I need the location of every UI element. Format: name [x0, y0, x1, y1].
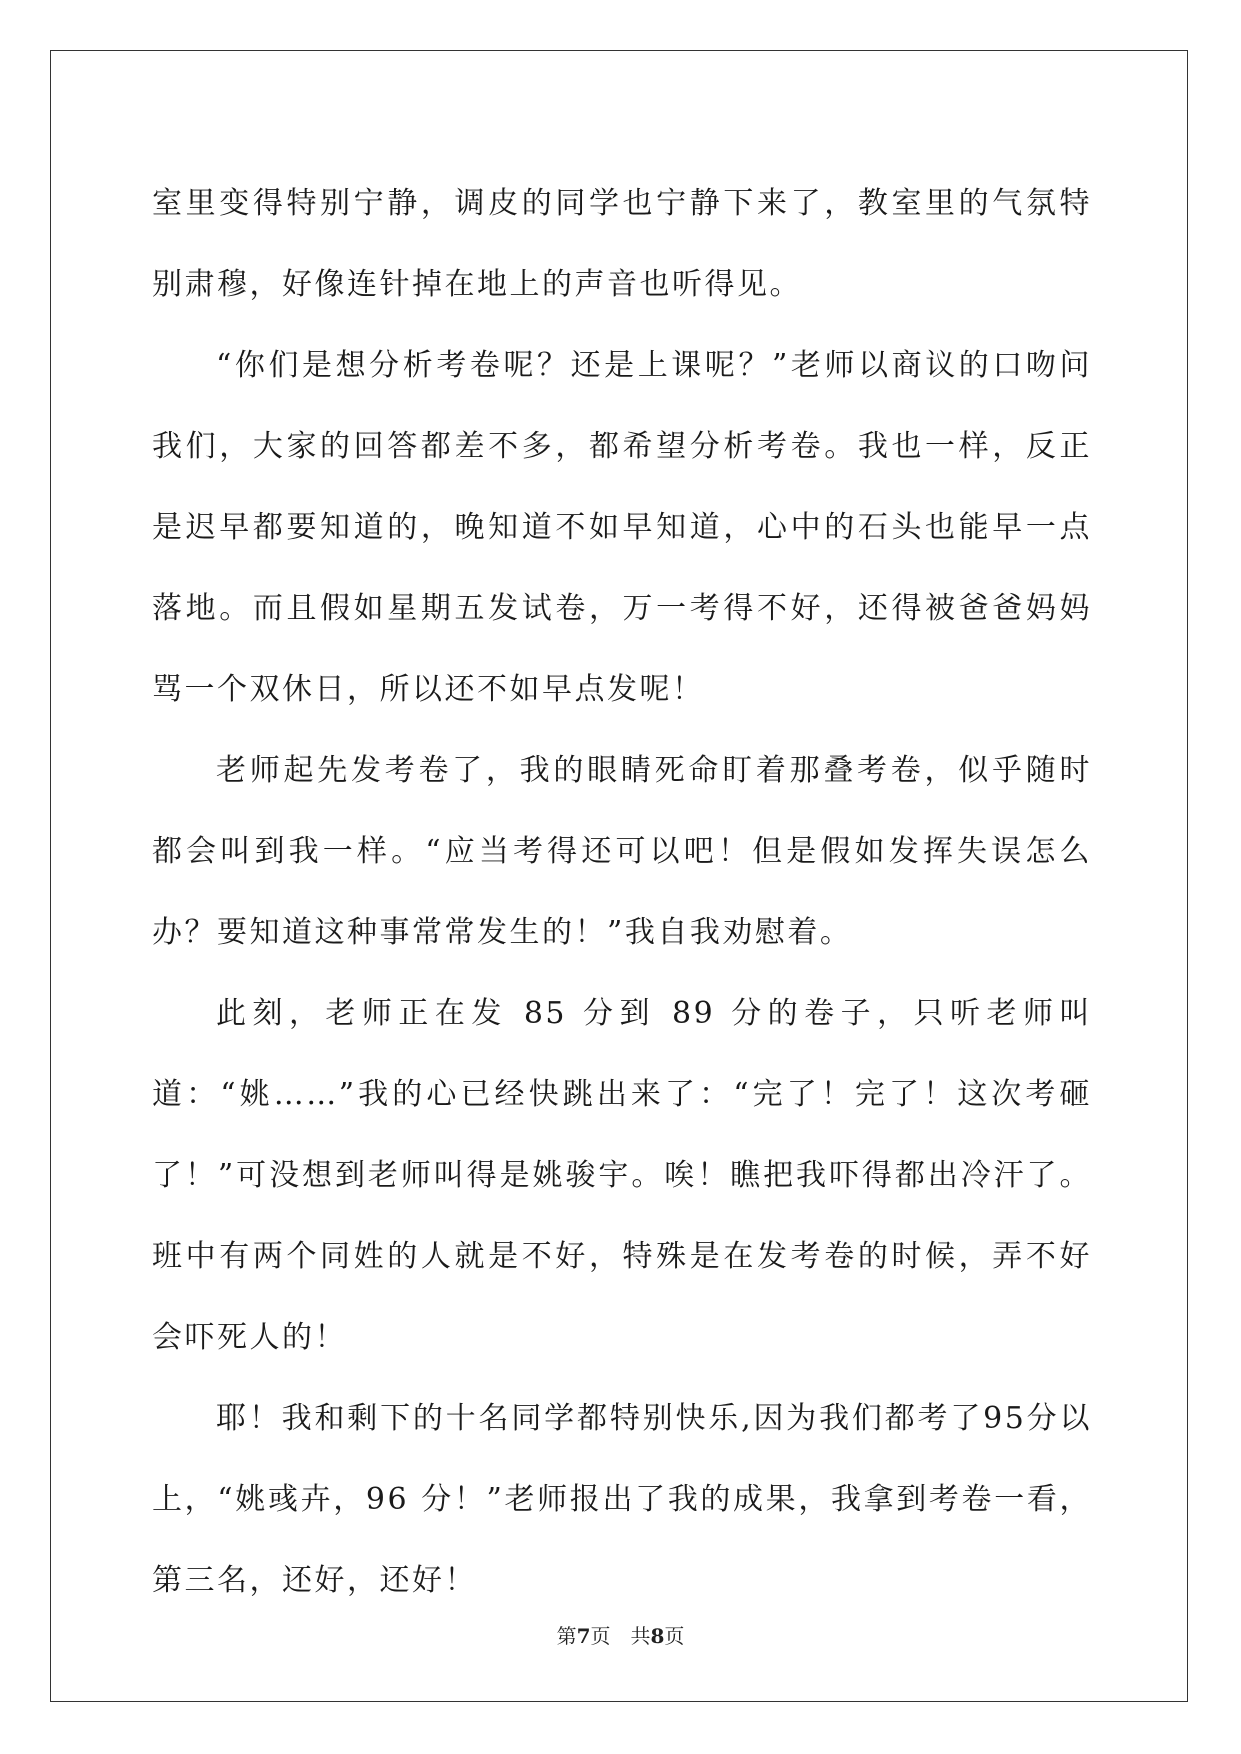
footer-total-prefix: 共: [630, 1624, 651, 1648]
total-page-number: 8: [650, 1624, 665, 1648]
paragraph-5: 耶！我和剩下的十名同学都特别快乐,因为我们都考了95分以上，“姚彧卉，96 分！”老师报出了我的成果，我拿到考卷一看，第三名，还好，还好！: [152, 1401, 1092, 1598]
paragraph-2: “你们是想分析考卷呢？还是上课呢？”老师以商议的口吻问我们，大家的回答都差不多，都希望分析考卷。我也一样，反正是迟早都要知道的，晚知道不如早知道，心中的石头也能早一点落地。而且假如星期五发试卷，万一考得不好，还得被爸爸妈妈骂一个双休日，所以还不如早点发呢！: [152, 348, 1092, 707]
paragraph-4: 此刻，老师正在发 85 分到 89 分的卷子，只听老师叫道：“姚……”我的心已经快跳出来了：“完了！完了！这次考砸了！”可没想到老师叫得是姚骏宇。唉！瞧把我吓得都出冷汗了。班中有两个同姓的人就是不好，特殊是在发考卷的时候，弄不好会吓死人的！: [152, 996, 1092, 1355]
footer-page-word: 页: [590, 1624, 611, 1648]
footer-prefix: 第: [556, 1624, 577, 1648]
footer-total-suffix: 页: [664, 1624, 685, 1648]
paragraph-3: 老师起先发考卷了，我的眼睛死命盯着那叠考卷，似乎随时都会叫到我一样。“应当考得还可以吧！但是假如发挥失误怎么办？要知道这种事常常发生的！”我自我劝慰着。: [152, 753, 1092, 950]
document-body: [152, 163, 1092, 1621]
paragraph-1: 室里变得特别宁静，调皮的同学也宁静下来了，教室里的气氛特别肃穆，好像连针掉在地上的声音也听得见。: [152, 186, 1092, 302]
current-page-number: 7: [576, 1624, 591, 1648]
page-number-footer: [0, 1620, 1241, 1649]
